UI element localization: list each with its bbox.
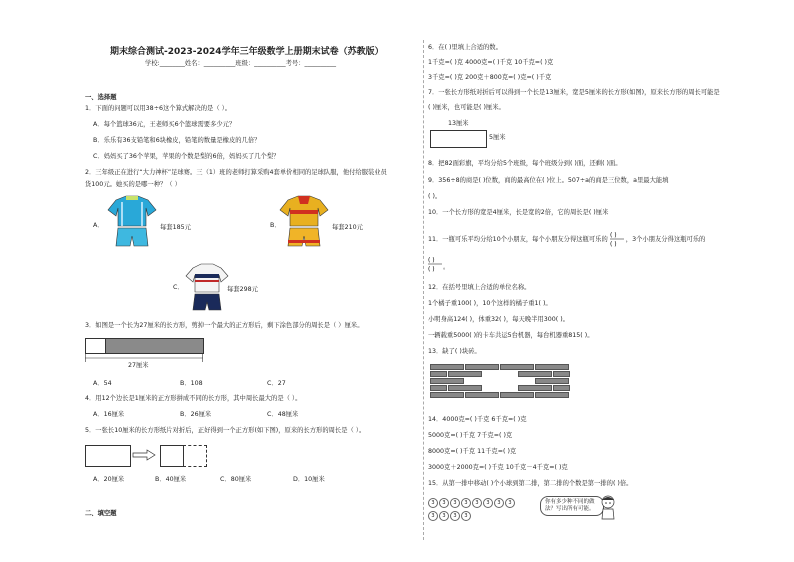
q3-shaded-rectangle [105, 338, 204, 354]
ball: 3 [450, 498, 460, 508]
q6-row2: 3千克=( )克 200克＋800克=( )克=( )千克 [428, 74, 552, 81]
ball: 3 [450, 511, 460, 521]
q3-option-a: A．54 [93, 380, 112, 387]
q2-price-b: 每套210元 [332, 224, 363, 231]
q2-label-b: B． [270, 222, 281, 229]
svg-text:( ): ( ) [609, 241, 617, 248]
q7-rectangle [430, 130, 487, 148]
q6-row1: 1千克=( )克 4000克=( )千克 10千克=( )克 [428, 59, 554, 66]
q7-width-label: 5厘米 [489, 134, 506, 141]
student-info-line: 学校:________姓名：__________班级：__________考号：__________ [145, 60, 337, 67]
q5-option-a: A．20厘米 [93, 476, 125, 483]
q7-length-label: 13厘米 [448, 120, 469, 127]
q2-label-c: C． [173, 284, 184, 291]
ball: 3 [505, 498, 515, 508]
question-7-line2: ( )厘米，也可能是( )厘米。 [428, 104, 505, 111]
q2-price-a: 每套185元 [160, 224, 191, 231]
ball: 3 [439, 498, 449, 508]
ball: 3 [494, 498, 504, 508]
section-heading-choice: 一、选择题 [85, 94, 117, 101]
q5-rectangle [85, 445, 131, 467]
question-10: 10．一个长方形的宽是4厘米，长是宽的2倍，它的周长是( )厘米 [428, 209, 609, 216]
column-divider [423, 40, 424, 540]
jersey-b-image [280, 196, 328, 252]
svg-text:( ): ( ) [428, 257, 435, 264]
jersey-a-image [108, 196, 156, 252]
q12-line3: 一辆载重5000( )的卡车共运5台机器，每台机器重815( )。 [428, 332, 594, 339]
q14-row1: 14．4000克=( )千克 6千克=( )克 [428, 416, 527, 423]
q11-text-a: 11．一瓶可乐平均分给10个小朋友，每个小朋友分得这瓶可乐的 [428, 236, 608, 243]
ball: 3 [472, 498, 482, 508]
q4-option-c: C．48厘米 [267, 411, 299, 418]
child-figure-icon [598, 494, 618, 520]
q1-option-b: B．乐乐有36支铅笔和6块橡皮，铅笔的数量是橡皮的几倍？ [93, 137, 261, 144]
speech-bubble: 你有多少种不同的做法？写出所有可能。 [540, 496, 604, 516]
q11-fraction-blank-1 [610, 231, 624, 247]
page-title: 期末综合测试-2023-2024学年三年级数学上册期末试卷（苏教版） [110, 47, 384, 57]
q4-option-a: A．16厘米 [93, 411, 125, 418]
q5-option-c: C．80厘米 [220, 476, 252, 483]
question-3: 3．如图是一个长为27厘米的长方形，剪掉一个最大的正方形后，剩下涂色部分的周长是（ ）厘米。 [85, 322, 364, 329]
question-5: 5．一张长10厘米的长方形纸片对折后，正好得到一个正方形(如下图)，原来的长方形的周长是（ ）。 [85, 427, 366, 434]
q14-row4: 3000克＋2000克=( )千克 10千克－4千克=( )克 [428, 464, 568, 471]
q4-option-b: B．26厘米 [180, 411, 212, 418]
ball: 3 [461, 498, 471, 508]
svg-text:( ): ( ) [428, 266, 435, 273]
q2-label-a: A． [93, 222, 104, 229]
question-7-line1: 7．一张长方形纸对折后可以得到一个长是13厘米，宽是5厘米的长方形(如图)，原来长方形的周长可能是 [428, 89, 720, 96]
q5-folded-part [183, 445, 207, 467]
question-15: 15．从第一排中移动( )个小球到第二排，第二排的个数是第一排的( )倍。 [428, 480, 633, 487]
q11-fraction-blank-2 [428, 256, 448, 278]
q1-option-c: C．妈妈买了36个苹果，苹果的个数是梨的6倍，妈妈买了几个梨？ [93, 153, 280, 160]
q3-option-c: C．27 [267, 380, 286, 387]
svg-text:( ): ( ) [609, 232, 617, 239]
q12-line2: 小明身高124( )，体重32( )，每天晚半用300( )。 [428, 316, 569, 323]
q5-option-b: B．40厘米 [155, 476, 187, 483]
ball: 3 [461, 511, 471, 521]
q3-cut-square [85, 338, 107, 354]
question-11 [428, 231, 705, 247]
q11-text-b: ，3个小朋友分得这瓶可乐的 [625, 236, 706, 243]
question-4: 4．用12个边长是1厘米的正方形拼成不同的长方形，其中周长最大的是（ ）。 [85, 395, 302, 402]
question-9-line1: 9．356÷8的商是( )位数，商的最高位在( )位上。507÷a的商是三位数，a里最大能填 [428, 177, 669, 184]
q15-balls [428, 498, 528, 524]
q2-price-c: 每套298元 [227, 286, 258, 293]
jersey-c-image [186, 264, 228, 316]
question-8: 8．把82面彩旗，平均分给5个班级，每个班级分到( )面，还剩( )面。 [428, 160, 622, 167]
section-heading-fill: 二、填空题 [85, 510, 117, 517]
q3-dimension-line [85, 354, 203, 362]
q5-folded-square [160, 445, 184, 467]
brick-wall-image [430, 364, 570, 404]
q1-option-a: A．每个篮球36元，王老师买6个篮球需要多少元？ [93, 121, 236, 128]
question-2-line2: 货100元。她买的是哪一种？（ ） [85, 181, 181, 188]
question-12: 12．在括号里填上合适的单位名称。 [428, 284, 531, 291]
ball: 3 [428, 498, 438, 508]
ball: 3 [439, 511, 449, 521]
q3-dimension-label: 27厘米 [128, 362, 149, 369]
question-6: 6．在( )里填上合适的数。 [428, 44, 502, 51]
question-13: 13．缺了( )块砖。 [428, 348, 481, 355]
question-9-line2: ( )。 [428, 193, 442, 200]
q12-line1: 1个橘子重100( )，10个这样的橘子重1( )。 [428, 300, 552, 307]
svg-text:。: 。 [443, 264, 450, 271]
q3-option-b: B．108 [180, 380, 203, 387]
ball: 3 [483, 498, 493, 508]
question-2-line1: 2．三年级正在进行“大力神杯”足球赛。三（1）班的老师打算采购4套单价相同的足球队服，他付给服装业员 [85, 169, 387, 176]
question-1: 1．下面的问题可以用38÷6这个算式解决的是（ ）。 [85, 105, 232, 112]
q14-row3: 8000克=( )千克 11千克=( )克 [428, 448, 517, 455]
q14-row2: 5000克=( )千克 7千克=( )克 [428, 432, 513, 439]
q5-option-d: D．10厘米 [293, 476, 325, 483]
ball: 3 [428, 511, 438, 521]
q5-arrow-icon [133, 450, 155, 460]
